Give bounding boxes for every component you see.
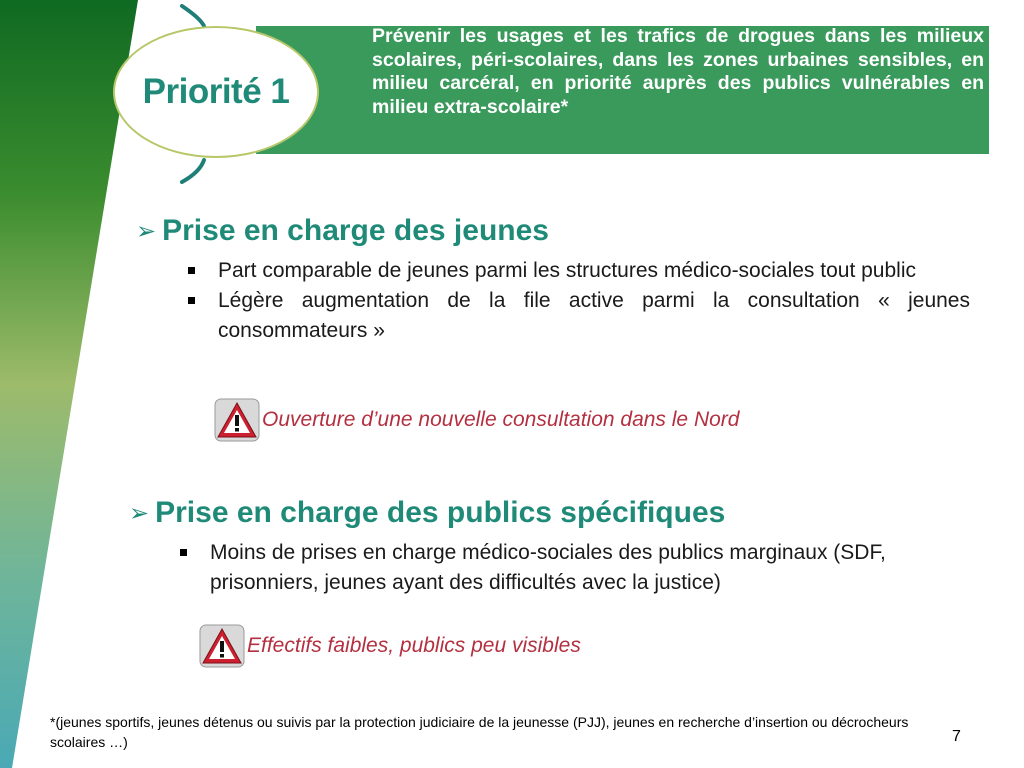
note-text: Effectifs faibles, publics peu visibles <box>247 634 581 657</box>
square-bullet-icon <box>180 549 187 556</box>
youth-bullet-list <box>186 256 970 346</box>
priority-oval <box>113 26 319 158</box>
page-number: 7 <box>952 728 961 745</box>
list-item <box>186 256 970 286</box>
list-item <box>178 538 968 598</box>
list-item-text: Légère augmentation de la file active parmi la consultation « jeunes consommateurs » <box>218 289 970 342</box>
list-item-text: Part comparable de jeunes parmi les structures médico-sociales tout public <box>218 259 916 282</box>
section-title-text: Prise en charge des jeunes <box>162 214 549 247</box>
square-bullet-icon <box>188 267 195 274</box>
note-youth <box>214 398 739 442</box>
header-banner-text: Prévenir les usages et les trafics de drogues dans les milieux scolaires, péri-scolaires, dans les zones urbaines sensibles, en milieu carcéral, en priorité auprès des publics vulnérables en milieu extra-scolaire* <box>372 25 984 118</box>
warning-icon <box>214 398 260 442</box>
priority-label: Priorité 1 <box>142 72 290 111</box>
list-item-text: Moins de prises en charge médico-sociales des publics marginaux (SDF, prisonniers, jeunes ayant des difficultés avec la justice) <box>210 541 886 594</box>
warning-icon <box>199 624 245 668</box>
square-bullet-icon <box>188 297 195 304</box>
section-title-youth <box>136 214 549 248</box>
footnote: *(jeunes sportifs, jeunes détenus ou suivis par la protection judiciaire de la jeunesse (PJJ), jeunes en recherche d’insertion ou décrocheurs scolaires …) <box>50 714 909 750</box>
note-specific-publics <box>199 624 581 668</box>
specific-publics-bullet-list <box>178 538 968 598</box>
arrow-bullet-icon: ➢ <box>136 217 157 245</box>
list-item <box>186 286 970 346</box>
section-title-text: Prise en charge des publics spécifiques <box>155 496 726 529</box>
section-title-specific-publics <box>129 496 725 530</box>
note-text: Ouverture d’une nouvelle consultation dans le Nord <box>262 408 740 431</box>
arrow-bullet-icon: ➢ <box>129 499 150 527</box>
